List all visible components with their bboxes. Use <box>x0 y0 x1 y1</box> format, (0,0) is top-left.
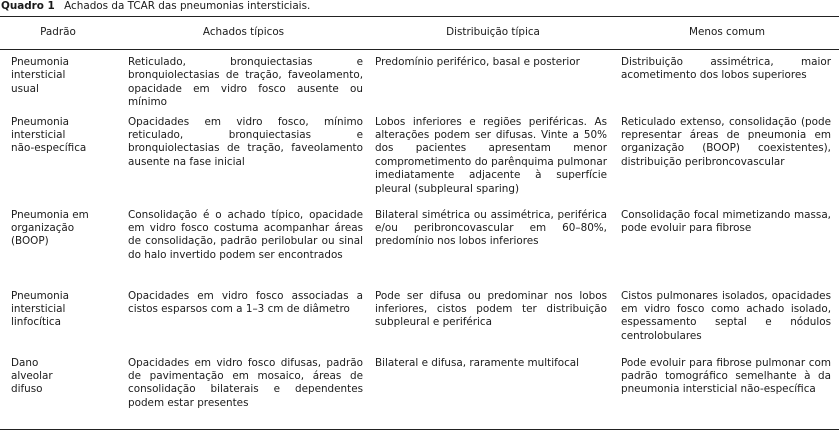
header-distribution: Distribuição típica <box>446 26 540 39</box>
cell-less-common: Reticulado extenso, consolidação (pode representar áreas de pneumonia em organização (BOOP) coexistentes), distribuição peribroncovascular <box>621 115 831 168</box>
cell-less-common: Cistos pulmonares isolados, opacidades em vidro fosco como achado isolado, espessamento septal e nódulos centrolobulares <box>621 289 831 342</box>
cell-distribution: Predomínio periférico, basal e posterior <box>375 56 580 68</box>
table-caption <box>1 0 310 13</box>
cell-findings: Opacidades em vidro fosco, mínimo reticulado, bronquiectasias e bronquiolectasias de tração, faveolamento ausente na fase inicial <box>128 115 363 168</box>
cell-distribution: Bilateral e difusa, raramente multifocal <box>375 356 580 369</box>
cell-less-common: Pode evoluir para fibrose pulmonar com padrão tomográfico semelhante à da pneumonia intersticial não-específica <box>621 356 831 396</box>
table-row <box>0 110 839 203</box>
cell-pattern: Pneumonia intersticial usual <box>11 56 69 95</box>
cell-distribution: Pode ser difusa ou predominar nos lobos inferiores, cistos podem ter distribuição subpleural e periférica <box>375 289 607 329</box>
cell-pattern: Pneumonia em organização (BOOP) <box>11 208 89 248</box>
findings-table-container <box>0 16 839 430</box>
table-row <box>0 284 839 351</box>
cell-findings: Consolidação é o achado típico, opacidade em vidro fosco costuma acompanhar áreas de consolidação, padrão perilobular ou sinal do halo invertido podem ser encontrados <box>128 208 363 261</box>
header-pattern: Padrão <box>40 26 76 39</box>
cell-less-common: Distribuição assimétrica, maior acometimento dos lobos superiores <box>621 56 831 82</box>
cell-less-common: Consolidação focal mimetizando massa, pode evoluir para fibrose <box>621 208 831 235</box>
cell-findings: Reticulado, bronquiectasias e bronquiolectasias de tração, faveolamento, opacidade em vidro fosco ausente ou mínimo <box>128 56 363 109</box>
caption-label: Quadro 1 <box>1 0 55 12</box>
cell-pattern: Pneumonia intersticial linfocítica <box>11 289 69 329</box>
cell-pattern: Pneumonia intersticial não-específica <box>11 115 87 155</box>
table-header-row <box>0 17 839 50</box>
cell-findings: Opacidades em vidro fosco difusas, padrão de pavimentação em mosaico, áreas de consolidação bilaterais e dependentes podem estar presentes <box>128 356 363 409</box>
header-findings: Achados típicos <box>202 26 285 39</box>
cell-distribution: Bilateral simétrica ou assimétrica, periférica e/ou peribroncovascular em 60–80%, predomínio nos lobos inferiores <box>375 208 607 248</box>
table-row <box>0 351 839 430</box>
cell-distribution: Lobos inferiores e regiões periféricas. As alterações podem ser difusas. Vinte a 50% dos pacientes apresentam menor comprometimento do parênquima pulmonar imediatamente adjacente à superfície pleural (subpleural sparing) <box>375 115 607 195</box>
caption-text: Achados da TCAR das pneumonias intersticiais. <box>64 0 311 12</box>
findings-table <box>0 16 839 430</box>
table-row <box>0 50 839 110</box>
header-less-common: Menos comum <box>689 26 765 39</box>
cell-findings: Opacidades em vidro fosco associadas a cistos esparsos com a 1–3 cm de diâmetro <box>128 289 363 316</box>
cell-pattern: Dano alveolar difuso <box>11 356 53 396</box>
table-row <box>0 203 839 284</box>
